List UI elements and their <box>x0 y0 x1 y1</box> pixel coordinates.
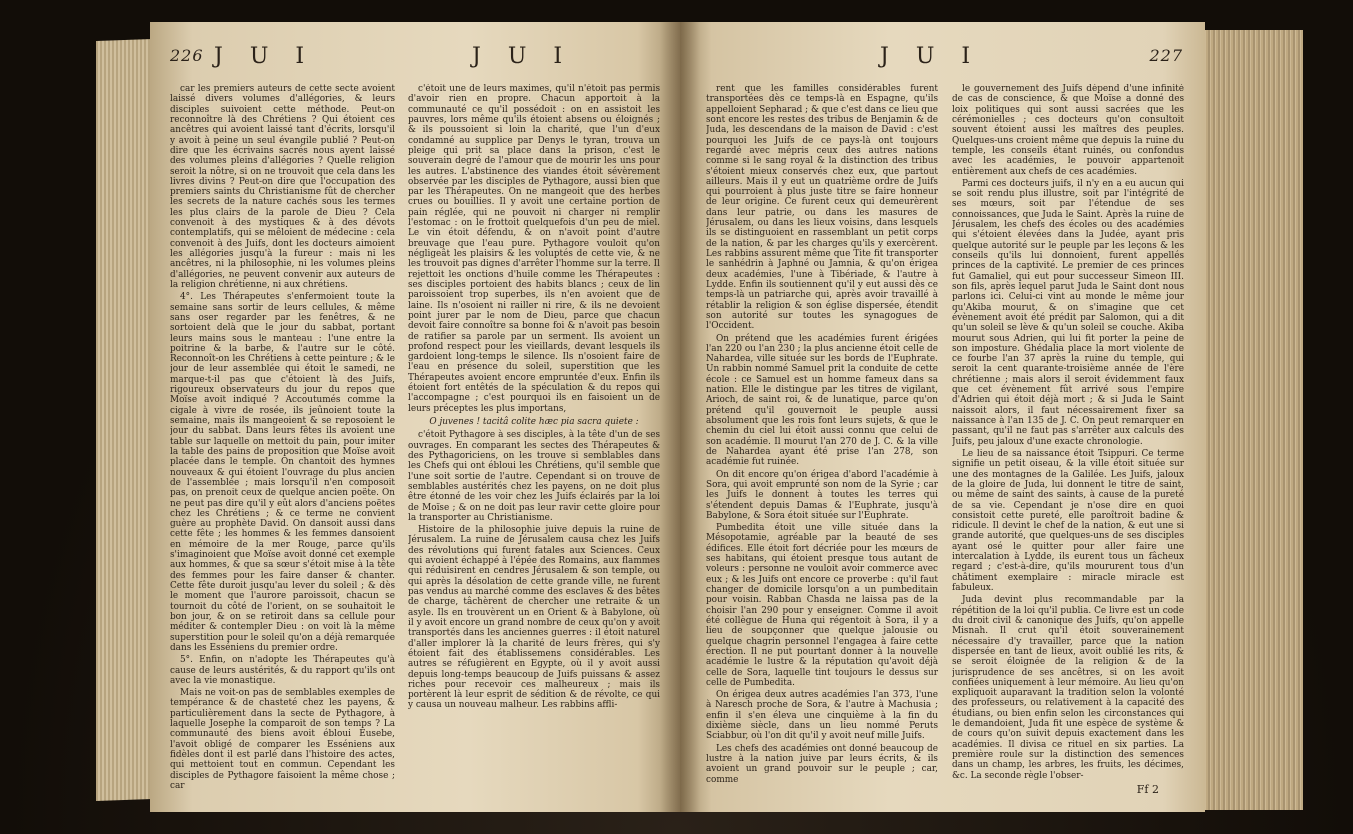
paragraph: On érigea deux autres académies l'an 373, l'une à Naresch proche de Sora, & l'autre à Machusia ; enfin il s'en éleva une cinquième à la fin du dixième siècle, dans un lieu nommé Peruts Sciabbur, où l'on dit qu'il y avoit neuf mille Juifs. <box>706 690 938 742</box>
text-column-left <box>170 84 395 802</box>
paragraph: c'étoit Pythagore à ses disciples, à la tête d'un de ses ouvrages. En comparant les sectes des Thérapeutes & des Pythagoriciens, on les trouve si semblables dans les Chefs qui ont ébloui les Chrétiens, qu'il semble que l'une soit sortie de l'autre. Cependant si on trouve de semblables austérités chez les payens, on ne doit plus être étonné de les voir chez les Juifs éclairés par la loi de Moïse ; & on ne doit pas leur ravir cette gloire pour la transporter au Christianisme. <box>408 430 660 523</box>
paragraph: On prétend que les académies furent érigées l'an 220 ou l'an 230 ; la plus ancienne étoit celle de Nahardea, ville située sur les bords de l'Euphrate. Un rabbin nommé Samuel prit la conduite de cette école : ce Samuel est un homme fameux dans sa nation. Elle le distingue par les titres de vigilant, Arioch, de saint roi, & de lunatique, parce qu'on prétend qu'il gouvernoit le peuple aussi absolument que les rois font leurs sujets, & que le chemin du ciel lui étoit aussi connu que celui de son académie. Il mourut l'an 270 de J. C. & la ville de Nahardea ayant été prise l'an 278, son académie fut ruinée. <box>706 333 938 468</box>
right-page <box>680 22 1205 812</box>
running-header-center: J U I <box>472 44 573 69</box>
paragraph: On dit encore qu'on érigea d'abord l'académie à Sora, qui avoit emprunté son nom de la Syrie ; car les Juifs le donnent à toutes les terres qui s'étendent depuis Damas & l'Euphrate, jusqu'à Babylone, & Sora étoit située sur l'Euphrate. <box>706 469 938 521</box>
page-number: 227 <box>1149 46 1183 65</box>
left-page-edges <box>96 39 152 801</box>
paragraph: Le lieu de sa naissance étoit Tsippuri. Ce terme signifie un petit oiseau, & la ville étoit située sur une des montagnes de la Galilée. Les Juifs, jaloux de la gloire de Juda, lui donnent le titre de saint, ou même de saint des saints, à cause de la pureté de sa vie. Cependant je n'ose dire en quoi consistoit cette pureté, elle paroîtroit badine & ridicule. Il devint le chef de la nation, & eut une si grande autorité, que quelques-uns de ses disciples ayant osé le quitter pour aller faire une intercalation à Lydde, ils eurent tous un fâcheux regard ; c'est-à-dire, qu'ils moururent tous d'un châtiment exemplaire : miracle miracle est fabuleux. <box>952 448 1184 593</box>
paragraph: Pumbedita étoit une ville située dans la Mésopotamie, agréable par la beauté de ses édifices. Elle étoit fort décriée pour les mœurs de ses habitans, qui étoient presque tous autant de voleurs : personne ne vouloit avoir commerce avec eux ; & les Juifs ont encore ce proverbe : qu'il faut changer de domicile lorsqu'on a un pumbeditain pour voisin. Rabban Chasda ne laissa pas de la choisir l'an 290 pour y enseigner. Comme il avoit été collègue de Huna qui régentoit à Sora, il y a lieu de soupçonner que quelque jalousie ou quelque chagrin personnel l'engagea à faire cette érection. Il ne put pourtant donner à la nouvelle académie le lustre & la réputation qu'avoit déjà celle de Sora, laquelle tint toujours le dessus sur celle de Pumbedita. <box>706 523 938 688</box>
paragraph: car les premiers auteurs de cette secte avoient laissé divers volumes d'allégories, & leurs disciples suivoient cette méthode. Peut-on reconnoître là des Chrétiens ? Qui étoient ces ancêtres qui avoient laissé tant d'écrits, lorsqu'il y avoit à peine un seul évangile publié ? Peut-on dire que les écrivains sacrés nous ayent laissé des volumes pleins d'allégories ? Quelle religion seroit la nôtre, si on ne trouvoit que cela dans les livres divins ? Peut-on dire que l'occupation des premiers saints du Christianisme fût de chercher les secrets de la nature cachés sous les termes les plus clairs de la parole de Dieu ? Cela convenoit à des mystiques & à des dévots contemplatifs, qui se mêloient de médecine : cela convenoit à des Juifs, dont les docteurs aimoient les allégories jusqu'à la fureur : mais ni les ancêtres, ni la philosophie, ni les volumes pleins d'allégories, ne peuvent convenir aux auteurs de la religion chrétienne, ni aux chrétiens. <box>170 84 395 290</box>
paragraph: Juda devint plus recommandable par la répétition de la loi qu'il publia. Ce livre est un code du droit civil & canonique des Juifs, qu'on appelle Misnah. Il crut qu'il étoit souverainement nécessaire d'y travailler, parce que la nation dispersée en tant de lieux, avoit oublié les rits, & se seroit éloignée de la religion & de la jurisprudence de ses ancêtres, si on les avoit confiées uniquement à leur mémoire. Au lieu qu'on expliquoit auparavant la tradition selon la volonté des professeurs, ou relativement à la capacité des étudians, ou bien enfin selon les circonstances qui le demandoient, Juda fit une espèce de système & de cours qu'on suivit depuis exactement dans les académies. Il divisa ce rituel en six parties. La première roule sur la distinction des semences dans un champ, les arbres, les fruits, les décimes, &c. La seconde règle l'obser- <box>952 595 1184 781</box>
running-header: J U I <box>214 44 315 69</box>
left-page <box>150 22 680 812</box>
paragraph: rent que les familles considérables furent transportées dès ce temps-là en Espagne, qu'ils appelloient Sepharad ; & que c'est dans ce lieu que sont encore les restes des tribus de Benjamin & de Juda, les descendans de la maison de David : c'est pourquoi les Juifs de ce pays-là ont toujours regardé avec mépris ceux des autres nations comme si le sang royal & la distinction des tribus s'étoient mieux conservés chez eux, que partout ailleurs. Mais il y eut un quatrième ordre de Juifs qui pourroient à plus juste titre se faire honneur de leur origine. Ce furent ceux qui demeurèrent dans leur patrie, ou dans les masures de Jérusalem, ou dans les lieux voisins, dans lesquels ils se distinguoient en rassemblant un petit corps de la nation, & par les charges qu'ils y exercèrent. Les rabbins assurent même que Tite fit transporter le sanhédrin à Japhné ou Jamnia, & qu'on érigea deux académies, l'une à Tibériade, & l'autre à Lydde. Enfin ils soutiennent qu'il y eut aussi dès ce temps-là un patriarche qui, après avoir travaillé à rétablir la religion & son église dispersée, étendit son autorité sur toutes les synagogues de l'Occident. <box>706 84 938 332</box>
text-column-right <box>952 84 1184 802</box>
book-gutter <box>660 22 700 812</box>
paragraph: le gouvernement des Juifs dépend d'une infinité de cas de conscience, & que Moïse a donné des loix politiques qui sont aussi sacrées que les cérémonielles ; ces docteurs qu'on consultoit souvent étoient aussi les maîtres des peuples. Quelques-uns croient même que depuis la ruine du temple, les conseils étant ruinés, ou confondus avec les académies, le pouvoir appartenoit entièrement aux chefs de ces académies. <box>952 84 1184 177</box>
running-header: J U I <box>880 44 981 69</box>
paragraph: c'étoit une de leurs maximes, qu'il n'étoit pas permis d'avoir rien en propre. Chacun apportoit à la communauté ce qu'il possédoit : on en assistoit les pauvres, lors même qu'ils étoient absens ou éloignés ; & ils poussoient si loin la charité, que l'un d'eux condamné au supplice par Denys le tyran, trouva un pleige qui prit sa place dans la prison, c'est le souverain degré de l'amour que de mourir les uns pour les autres. L'abstinence des viandes étoit sévèrement observée par les disciples de Pythagore, aussi bien que par les Thérapeutes. On ne mangeoit que des herbes crues ou bouillies. Il y avoit une certaine portion de pain réglée, qui ne pouvoit ni charger ni remplir l'estomac : on le frottoit quelquefois d'un peu de miel. Le vin étoit défendu, & on n'avoit point d'autre breuvage que l'eau pure. Pythagore vouloit qu'on négligeât les plaisirs & les voluptés de cette vie, & ne les trouvoit pas dignes d'arrêter l'homme sur la terre. Il rejettoit les onctions d'huile comme les Thérapeutes : ses disciples portoient des habits blancs ; ceux de lin paroissoient trop superbes, ils n'en avoient que de laine. Ils n'osoient ni railler ni rire, & ils ne devoient point jurer par le nom de Dieu, parce que chacun devoit faire connoître sa bonne foi & n'avoit pas besoin de ratifier sa parole par un serment. Ils avoient un profond respect pour les vieillards, devant lesquels ils gardoient long-temps le silence. Ils n'osoient faire de l'eau en présence du soleil, superstition que les Thérapeutes avoient encore empruntée d'eux. Enfin ils étoient fort entêtés de la spéculation & du repos qui l'accompagne ; c'est pourquoi ils en faisoient un de leurs préceptes les plus importans, <box>408 84 660 414</box>
paragraph: Parmi ces docteurs juifs, il n'y en a eu aucun qui se soit rendu plus illustre, soit par l'intégrité de ses mœurs, soit par l'étendue de ses connoissances, que Juda le Saint. Après la ruine de Jérusalem, les chefs des écoles ou des académies qui s'étoient élevées dans la Judée, ayant pris quelque autorité sur le peuple par les leçons & les conseils qu'ils lui donnoient, furent appellés princes de la captivité. Le premier de ces princes fut Gamaliel, qui eut pour successeur Simeon III. son fils, après lequel parut Juda le Saint dont nous parlons ici. Celui-ci vint au monde le même jour qu'Akiba mourut, & on s'imagine que cet évènement avoit été prédit par Salomon, qui a dit qu'un soleil se lève & qu'un soleil se couche. Akiba mourut sous Adrien, qui lui fit porter la peine de son imposture. Ghédalia place la mort violente de ce fourbe l'an 37 après la ruine du temple, qui seroit la cent quarante-troisième année de l'ère chrétienne ; mais alors il seroit évidemment faux que cet évènement fût arrivé sous l'empire d'Adrien qui étoit déjà mort ; & si Juda le Saint naissoit alors, il faut nécessairement fixer sa naissance à l'an 135 de J. C. On peut remarquer en passant, qu'il ne faut pas s'arrêter aux calculs des Juifs, peu jaloux d'une exacte chronologie. <box>952 178 1184 447</box>
paragraph: 5°. Enfin, on n'adopte les Thérapeutes qu'à cause de leurs austérités, & du rapport qu'ils ont avec la vie monastique. <box>170 655 395 686</box>
right-page-edges <box>1203 30 1303 810</box>
latin-quote: O juvenes ! tacitâ colite hæc pia sacra quiete : <box>429 417 639 427</box>
text-column-right <box>408 84 660 802</box>
page-number: 226 <box>170 46 204 65</box>
paragraph: 4°. Les Thérapeutes s'enfermoient toute la semaine sans sortir de leurs cellules, & même sans oser regarder par les fenêtres, & ne sortoient delà que le jour du sabbat, portant leurs mains sous le manteau : l'une entre la poitrine & la barbe, & l'autre sur le côté. Reconnoît-on les Chrétiens à cette peinture ; & le jour de leur assemblée qui étoit le samedi, ne marque-t-il pas que c'étoient là des Juifs, rigoureux observateurs du jour du repos que Moïse avoit indiqué ? Accoutumés comme la cigale à vivre de rosée, ils jeûnoient toute la semaine, mais ils mangeoient & se reposoient le jour du sabbat. Dans leurs fêtes ils avoient une table sur laquelle on mettoit du pain, pour imiter la table des pains de proposition que Moïse avoit placée dans le temple. On chantoit des hymnes nouveaux & qui étoient l'ouvrage du plus ancien de l'assemblée ; mais lorsqu'il n'en composoit pas, on prenoit ceux de quelque ancien poëte. On ne peut pas dire qu'il y eût alors d'anciens poëtes chez les Chrétiens ; & ce terme ne convient guère au prophète David. On dansoit aussi dans cette fête ; les hommes & les femmes dansoient en mémoire de la mer Rouge, parce qu'ils s'imaginoient que Moïse avoit donné cet exemple aux hommes, & que sa sœur s'étoit mise à la tête des femmes pour les faire danser & chanter. Cette fête duroit jusqu'au lever du soleil ; & dès le moment que l'aurore paroissoit, chacun se tournoit du côté de l'orient, on se souhaitoit le bon jour, & on se retiroit dans sa cellule pour méditer & contempler Dieu : on voit là la même superstition pour le soleil qu'on a déjà remarquée dans les Esséniens du premier ordre. <box>170 292 395 653</box>
text-column-left <box>706 84 938 802</box>
signature-mark: Ff 2 <box>1136 783 1159 796</box>
paragraph: Mais ne voit-on pas de semblables exemples de tempérance & de chasteté chez les payens, & particulièrement dans la secte de Pythagore, à laquelle Josephe la comparoit de son temps ? La communauté des biens avoit ébloui Eusebe, l'avoit obligé de comparer les Esséniens aux fidèles dont il est parlé dans l'histoire des actes, qui mettoient tout en commun. Cependant les disciples de Pythagore faisoient la même chose ; car <box>170 688 395 791</box>
paragraph: Les chefs des académies ont donné beaucoup de lustre à la nation juive par leurs écrits, & ils avoient un grand pouvoir sur le peuple ; car, comme <box>706 743 938 785</box>
paragraph: Histoire de la philosophie juive depuis la ruine de Jérusalem. La ruine de Jérusalem causa chez les Juifs des révolutions qui furent fatales aux Sciences. Ceux qui avoient échappé à l'épée des Romains, aux flammes qui réduisirent en cendres Jérusalem & son temple, ou qui après la désolation de cette grande ville, ne furent pas vendus au marché comme des esclaves & des bêtes de charge, tâchèrent de chercher une retraite & un asyle. Ils en trouvèrent un en Orient & à Babylone, où il y avoit encore un grand nombre de ceux qu'on y avoit transportés dans les anciennes guerres : il étoit naturel d'aller implorer là la charité de leurs frères, qui s'y étoient fait des établissemens considérables. Les autres se réfugièrent en Egypte, où il y avoit aussi depuis long-temps beaucoup de Juifs puissans & assez riches pour recevoir ces malheureux ; mais ils portèrent là leur esprit de sédition & de révolte, ce qui y causa un nouveau malheur. Les rabbins affli- <box>408 525 660 711</box>
